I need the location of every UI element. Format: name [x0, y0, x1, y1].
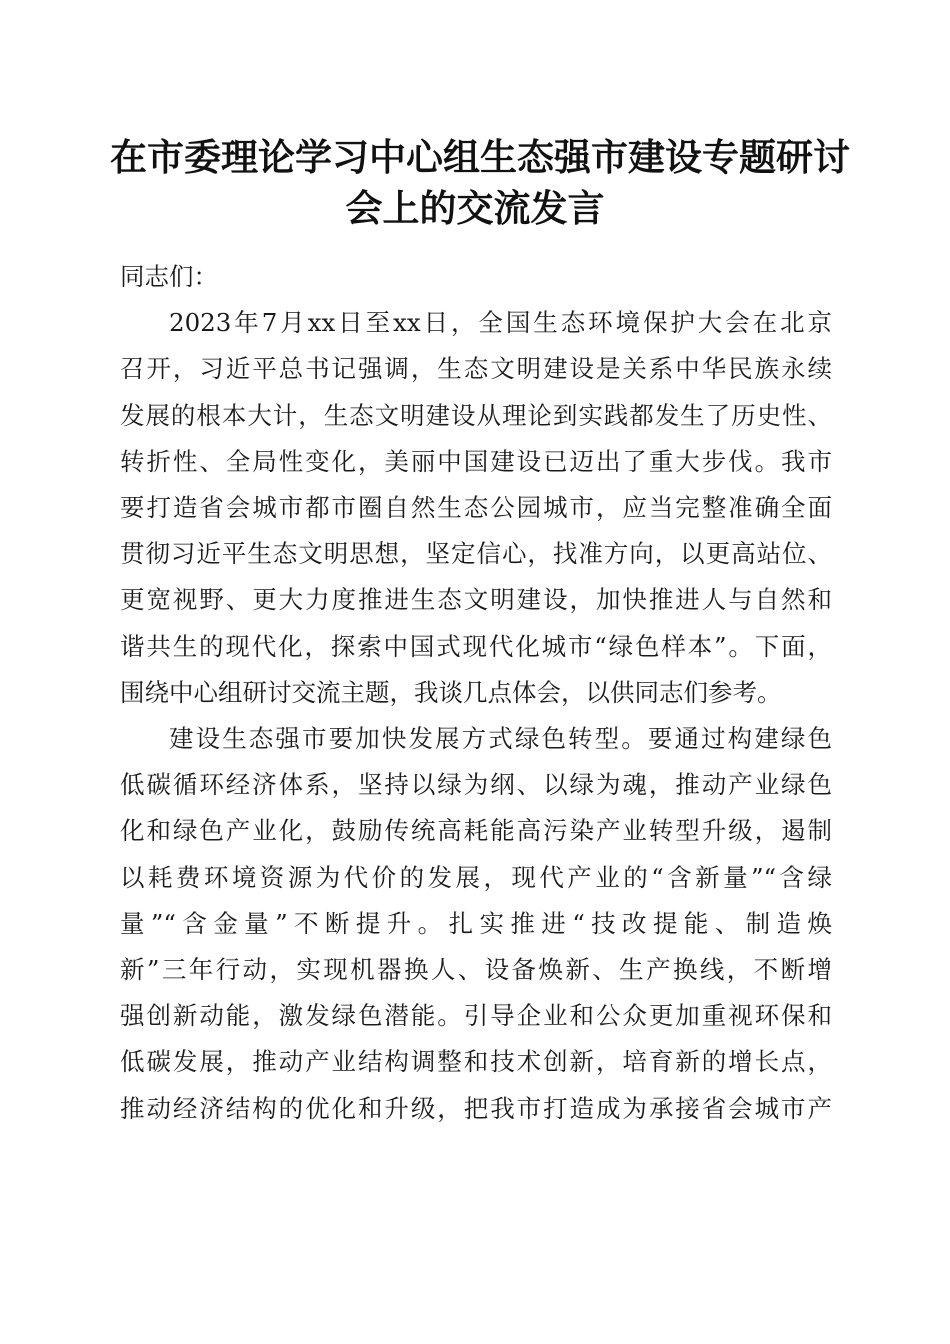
paragraph-line: 围绕中心组研讨交流主题，我谈几点体会，以供同志们参考。 — [120, 677, 782, 707]
salutation: 同志们： — [120, 262, 218, 291]
paragraph-line: 量”“含金量”不断提升。扎实推进“技改提能、制造焕 — [120, 908, 832, 938]
paragraph-line: 低碳发展，推动产业结构调整和技术创新，培育新的增长点， — [120, 1047, 832, 1077]
title-line: 会上的交流发言 — [345, 186, 605, 230]
title-line: 在市委理论学习中心组生态强市建设专题研讨 — [110, 135, 850, 179]
paragraph-line: 召开，习近平总书记强调，生态文明建设是关系中华民族永续 — [120, 354, 832, 384]
document-title — [110, 132, 850, 234]
paragraph-line: 转折性、全局性变化，美丽中国建设已迈出了重大步伐。我市 — [120, 446, 832, 476]
paragraph-line: 要打造省会城市都市圈自然生态公园城市，应当完整准确全面 — [120, 493, 832, 523]
paragraph-line: 2023年7月xx日至xx日，全国生态环境保护大会在北京 — [169, 308, 832, 338]
paragraph-line: 建设生态强市要加快发展方式绿色转型。要通过构建绿色 — [169, 724, 832, 754]
paragraph-line: 推动经济结构的优化和升级，把我市打造成为承接省会城市产 — [120, 1093, 832, 1123]
paragraph-line: 以耗费环境资源为代价的发展，现代产业的“含新量”“含绿 — [120, 862, 832, 892]
paragraph-line: 低碳循环经济体系，坚持以绿为纲、以绿为魂，推动产业绿色 — [120, 770, 832, 800]
paragraph-1 — [120, 300, 832, 716]
paragraph-2 — [120, 716, 832, 1132]
paragraph-line: 发展的根本大计，生态文明建设从理论到实践都发生了历史性、 — [120, 400, 832, 430]
paragraph-line: 贯彻习近平生态文明思想，坚定信心，找准方向，以更高站位、 — [120, 539, 832, 569]
paragraph-line: 谐共生的现代化，探索中国式现代化城市“绿色样本”。下面， — [120, 631, 832, 661]
paragraph-line: 更宽视野、更大力度推进生态文明建设，加快推进人与自然和 — [120, 585, 832, 615]
paragraph-line: 新”三年行动，实现机器换人、设备焕新、生产换线，不断增 — [120, 955, 832, 985]
document-body — [120, 254, 832, 1132]
paragraph-line: 化和绿色产业化，鼓励传统高耗能高污染产业转型升级，遏制 — [120, 816, 832, 846]
paragraph-line: 强创新动能，激发绿色潜能。引导企业和公众更加重视环保和 — [120, 1001, 832, 1031]
